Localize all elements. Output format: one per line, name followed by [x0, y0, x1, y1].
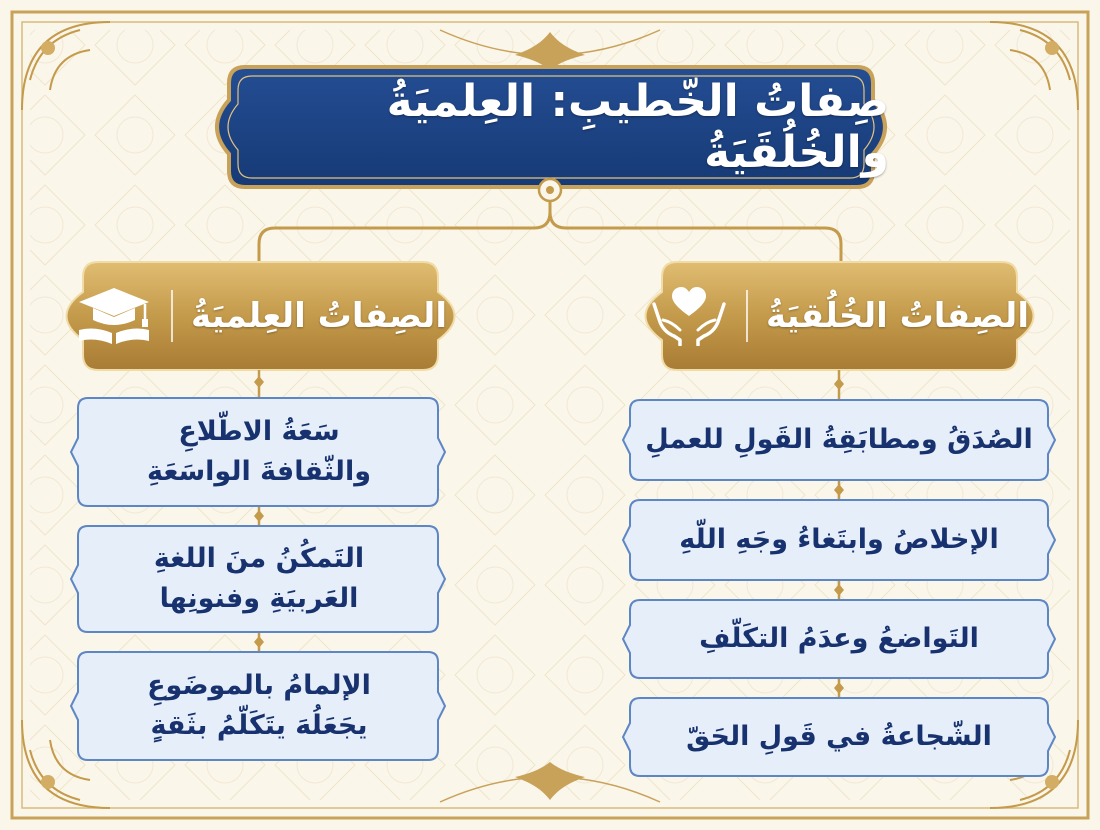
- branch-heading-moral-label: الصِفاتُ الخُلُقيَةُ: [766, 296, 1029, 336]
- hands-heart-icon: [650, 286, 728, 346]
- scientific-quality-item: سَعَةُ الاطّلاعِ والثّقافةَ الواسَعَةِ: [147, 415, 371, 487]
- branch-heading-moral: [632, 262, 1047, 370]
- branch-heading-scientific-label: الصِفاتُ العِلميَةُ: [191, 296, 447, 336]
- graduation-cap-book-icon: [75, 286, 153, 346]
- heading-divider: [171, 290, 173, 342]
- scientific-quality-item: التَمكُنُ منَ اللغةِ العَربيَةِ وفنونِها: [153, 542, 365, 614]
- moral-quality-item: الشّجاعةُ في قَولِ الحَقّ: [686, 720, 992, 752]
- branch-heading-scientific: [55, 262, 467, 370]
- diagram-title: صِفاتُ الخّطيبِ: العِلميَةُ والخُلُقَيَةُ: [386, 76, 889, 178]
- moral-quality-item: الصُدَقُ ومطابَقِةُ القَولِ للعملِ: [645, 423, 1033, 455]
- heading-divider: [746, 290, 748, 342]
- moral-quality-item: الإخلاصُ وابتَغاءُ وجَهِ اللّهِ: [679, 523, 999, 555]
- scientific-quality-item: الإلمامُ بالموضَوعِ يجَعَلُهَ يتَكَلّمُ بثَقةٍ: [147, 669, 371, 741]
- moral-quality-item: التَواضعُ وعدَمُ التكَلّفِ: [699, 622, 979, 654]
